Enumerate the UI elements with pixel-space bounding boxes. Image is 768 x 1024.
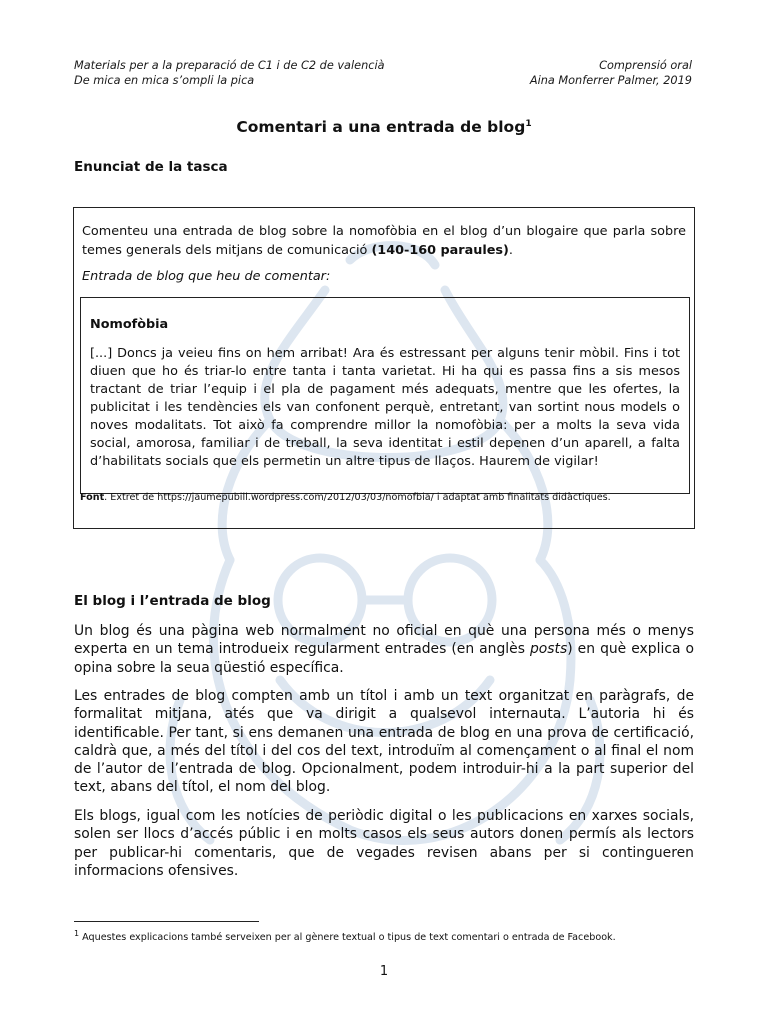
footnote (74, 928, 694, 945)
header-skill: Comprensió oral (599, 59, 692, 72)
task-text-before: Comenteu una entrada de blog sobre la nomofòbia en el blog d’un blogaire que parla sobre temes generals dels mitjans de comunicació (82, 224, 686, 258)
page-number: 1 (379, 964, 389, 979)
blog-section-heading: El blog i l’entrada de blog (74, 593, 271, 609)
header-series-title: Materials per a la preparació de C1 i de C2 de valencià (74, 59, 385, 72)
paragraph-1-italic: posts (529, 641, 568, 658)
footnote-text: Aquestes explicacions també serveixen per al gènere textual o tipus de text comentari o entrada de Facebook. (79, 932, 616, 944)
source-label: Font (80, 492, 105, 503)
paragraph-2: Les entrades de blog compten amb un títol i amb un text organitzat en paràgrafs, de formalitat mitjana, atés que va dirigit a qualsevol internauta. L’autoria hi és identificable. Per tant, si ens demanen una entrada de blog en una prova de certificació, caldrà que, a més del títol i del cos del text, introduïm al començament o al final el nom de l’autor de l’entrada de blog. Opcionalment, podem introduir-hi a la part superior del text, abans del títol, el nom del blog. (74, 688, 694, 796)
source-text: . Extret de https://jaumepubill.wordpress.com/2012/03/03/nomofbia/ i adaptat amb finalitats didàctiques. (104, 492, 611, 503)
blog-post-body: [...] Doncs ja veieu fins on hem arribat! Ara és estressant per alguns tenir mòbil. Fins i tot diuen que ho és triar-lo entre tanta i tanta varietat. Hi ha qui es passa fins a sis mesos tractant de triar l’equip i el pla de pagament més adequats, mentre que les ofertes, la publicitat i les tendències els van confonent perquè, entretant, van sortint nous models o noves modalitats. Tot això fa comprendre millor la nomofòbia: per a molts la seva vida social, amorosa, familiar i de treball, la seva identitat i estil depenen d’un aparell, a falta d’habilitats socials que els permetin un altre tipus de llaços. Haurem de vigilar! (90, 346, 680, 469)
paragraph-1-before: Un blog és una pàgina web normalment no oficial en què una persona més o menys experta en un tema introdueix regularment entrades (en anglès (74, 623, 694, 658)
task-box (73, 207, 695, 529)
task-word-count: (140-160 paraules) (371, 243, 509, 258)
task-text-after: . (508, 243, 513, 258)
task-subheading: Entrada de blog que heu de comentar: (82, 269, 331, 284)
paragraph-1-after: ) en què explica o opina sobre la seua qüestió específica. (74, 641, 694, 676)
footnote-separator (74, 921, 259, 922)
paragraph-1 (74, 622, 694, 677)
header-author: Aina Monferrer Palmer, 2019 (529, 74, 692, 87)
page-title-text: Comentari a una entrada de blog (236, 118, 526, 136)
header-series-subtitle: De mica en mica s’ompli la pica (74, 74, 255, 87)
footnote-mark: 1 (74, 929, 80, 938)
header-right (530, 58, 692, 88)
footnote-reference: 1 (525, 118, 532, 129)
blog-post-title: Nomofòbia (90, 317, 169, 332)
source-citation (80, 492, 690, 505)
page-title (0, 118, 768, 136)
paragraph-3: Els blogs, igual com les notícies de periòdic digital o les publicacions en xarxes socials, solen ser llocs d’accés públic i en molts casos els seus autors donen permís als lectors per publicar-hi comentaris, que de vegades revisen abans per si contingueren informacions ofensives. (74, 808, 694, 879)
header-left (74, 58, 385, 88)
blog-post-box (80, 297, 690, 494)
task-instructions (82, 222, 686, 260)
task-heading: Enunciat de la tasca (74, 159, 228, 175)
